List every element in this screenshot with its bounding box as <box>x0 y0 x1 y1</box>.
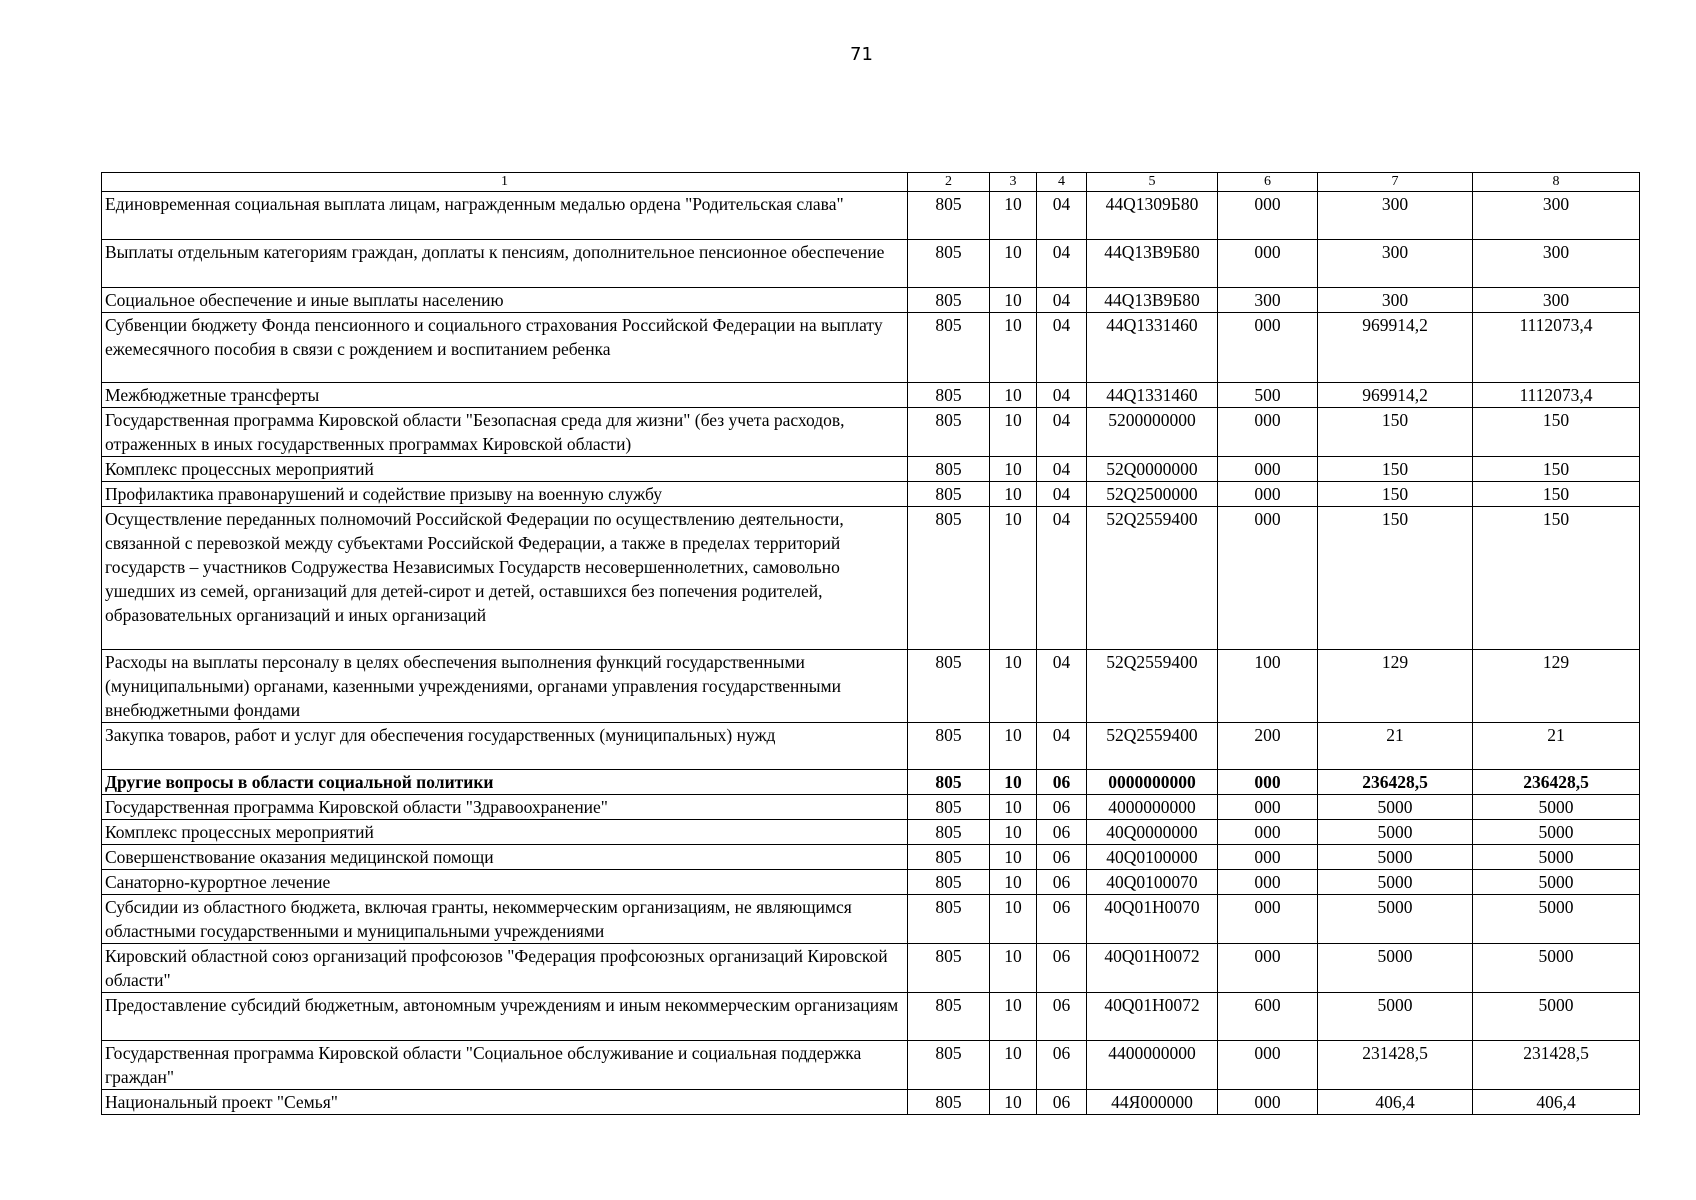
row-col3-cell: 10 <box>990 944 1037 993</box>
row-col3-cell: 10 <box>990 1041 1037 1090</box>
column-header: 7 <box>1318 173 1473 192</box>
header-row <box>102 173 1640 192</box>
row-col5-cell: 44Q1309Б80 <box>1087 192 1218 240</box>
row-col8-cell: 150 <box>1473 408 1640 457</box>
row-col7-cell: 231428,5 <box>1318 1041 1473 1090</box>
row-col8-cell: 1112073,4 <box>1473 313 1640 383</box>
row-name-cell: Другие вопросы в области социальной политики <box>102 770 908 795</box>
row-col4-cell: 04 <box>1037 383 1087 408</box>
row-col5-cell: 40Q01H0072 <box>1087 944 1218 993</box>
table-row <box>102 1090 1640 1115</box>
row-col2-cell: 805 <box>908 820 990 845</box>
row-col3-cell: 10 <box>990 723 1037 770</box>
row-col8-cell: 231428,5 <box>1473 1041 1640 1090</box>
row-col3-cell: 10 <box>990 408 1037 457</box>
row-col5-cell: 52Q0000000 <box>1087 457 1218 482</box>
row-name-cell: Комплекс процессных мероприятий <box>102 457 908 482</box>
table-row <box>102 482 1640 507</box>
table-row <box>102 944 1640 993</box>
row-col8-cell: 406,4 <box>1473 1090 1640 1115</box>
row-col7-cell: 5000 <box>1318 820 1473 845</box>
row-col2-cell: 805 <box>908 1041 990 1090</box>
row-col8-cell: 5000 <box>1473 870 1640 895</box>
row-name-cell: Межбюджетные трансферты <box>102 383 908 408</box>
row-name-cell: Выплаты отдельным категориям граждан, доплаты к пенсиям, дополнительное пенсионное обеспечение <box>102 240 908 288</box>
row-col4-cell: 06 <box>1037 993 1087 1041</box>
row-col4-cell: 06 <box>1037 1090 1087 1115</box>
row-col4-cell: 06 <box>1037 870 1087 895</box>
row-col2-cell: 805 <box>908 870 990 895</box>
row-col3-cell: 10 <box>990 482 1037 507</box>
row-col4-cell: 06 <box>1037 795 1087 820</box>
row-col7-cell: 300 <box>1318 288 1473 313</box>
row-col3-cell: 10 <box>990 795 1037 820</box>
row-col7-cell: 969914,2 <box>1318 313 1473 383</box>
row-col4-cell: 04 <box>1037 408 1087 457</box>
row-col6-cell: 000 <box>1218 870 1318 895</box>
row-col2-cell: 805 <box>908 993 990 1041</box>
table-row <box>102 895 1640 944</box>
budget-table <box>101 172 1640 1115</box>
row-col2-cell: 805 <box>908 770 990 795</box>
row-col5-cell: 40Q0100070 <box>1087 870 1218 895</box>
row-col6-cell: 000 <box>1218 408 1318 457</box>
row-col6-cell: 000 <box>1218 1090 1318 1115</box>
row-col7-cell: 969914,2 <box>1318 383 1473 408</box>
row-col7-cell: 150 <box>1318 482 1473 507</box>
row-col4-cell: 04 <box>1037 723 1087 770</box>
row-name-cell: Государственная программа Кировской области "Социальное обслуживание и социальная поддержка граждан" <box>102 1041 908 1090</box>
row-col2-cell: 805 <box>908 192 990 240</box>
row-col6-cell: 200 <box>1218 723 1318 770</box>
table-row <box>102 192 1640 240</box>
table-row <box>102 723 1640 770</box>
table-row <box>102 845 1640 870</box>
row-col6-cell: 000 <box>1218 1041 1318 1090</box>
row-col3-cell: 10 <box>990 383 1037 408</box>
row-col6-cell: 000 <box>1218 192 1318 240</box>
row-col8-cell: 5000 <box>1473 795 1640 820</box>
row-col5-cell: 44Я000000 <box>1087 1090 1218 1115</box>
row-col7-cell: 5000 <box>1318 993 1473 1041</box>
row-col2-cell: 805 <box>908 240 990 288</box>
row-col4-cell: 06 <box>1037 770 1087 795</box>
row-col6-cell: 000 <box>1218 820 1318 845</box>
row-col4-cell: 06 <box>1037 820 1087 845</box>
row-col5-cell: 40Q0000000 <box>1087 820 1218 845</box>
row-col8-cell: 236428,5 <box>1473 770 1640 795</box>
row-col2-cell: 805 <box>908 288 990 313</box>
row-col8-cell: 150 <box>1473 482 1640 507</box>
row-col3-cell: 10 <box>990 507 1037 650</box>
row-name-cell: Предоставление субсидий бюджетным, автономным учреждениям и иным некоммерческим организациям <box>102 993 908 1041</box>
column-header: 1 <box>102 173 908 192</box>
row-col7-cell: 150 <box>1318 457 1473 482</box>
column-header: 5 <box>1087 173 1218 192</box>
row-col8-cell: 300 <box>1473 240 1640 288</box>
table-row <box>102 1041 1640 1090</box>
row-col5-cell: 0000000000 <box>1087 770 1218 795</box>
row-col3-cell: 10 <box>990 650 1037 723</box>
row-col6-cell: 100 <box>1218 650 1318 723</box>
row-col7-cell: 300 <box>1318 240 1473 288</box>
row-col8-cell: 1112073,4 <box>1473 383 1640 408</box>
row-col8-cell: 5000 <box>1473 845 1640 870</box>
row-col2-cell: 805 <box>908 895 990 944</box>
column-header: 6 <box>1218 173 1318 192</box>
row-col4-cell: 04 <box>1037 313 1087 383</box>
row-col7-cell: 5000 <box>1318 870 1473 895</box>
row-col4-cell: 06 <box>1037 1041 1087 1090</box>
row-col6-cell: 000 <box>1218 795 1318 820</box>
page-number: 71 <box>850 44 873 65</box>
row-name-cell: Государственная программа Кировской области "Безопасная среда для жизни" (без учета расходов, отраженных в иных государственных программах Кировской области) <box>102 408 908 457</box>
row-col6-cell: 000 <box>1218 770 1318 795</box>
row-col7-cell: 21 <box>1318 723 1473 770</box>
row-col7-cell: 5000 <box>1318 795 1473 820</box>
row-col5-cell: 44Q1331460 <box>1087 383 1218 408</box>
row-col8-cell: 300 <box>1473 192 1640 240</box>
row-col6-cell: 000 <box>1218 845 1318 870</box>
row-col5-cell: 4400000000 <box>1087 1041 1218 1090</box>
table-row <box>102 313 1640 383</box>
row-col3-cell: 10 <box>990 993 1037 1041</box>
row-col3-cell: 10 <box>990 313 1037 383</box>
row-name-cell: Совершенствование оказания медицинской помощи <box>102 845 908 870</box>
row-col6-cell: 000 <box>1218 944 1318 993</box>
row-col5-cell: 4000000000 <box>1087 795 1218 820</box>
row-col7-cell: 5000 <box>1318 944 1473 993</box>
row-col3-cell: 10 <box>990 870 1037 895</box>
row-col7-cell: 150 <box>1318 507 1473 650</box>
row-col8-cell: 5000 <box>1473 993 1640 1041</box>
row-col2-cell: 805 <box>908 1090 990 1115</box>
row-name-cell: Осуществление переданных полномочий Российской Федерации по осуществлению деятельности, связанной с перевозкой между субъектами Российской Федерации, а также в пределах территорий государств – участников Содружества Независимых Государств несовершеннолетних, самовольно ушедших из семей, организаций для детей-сирот и детей, оставшихся без попечения родителей, образовательных организаций и иных организаций <box>102 507 908 650</box>
table-row <box>102 288 1640 313</box>
row-col2-cell: 805 <box>908 313 990 383</box>
row-col6-cell: 000 <box>1218 457 1318 482</box>
row-col6-cell: 300 <box>1218 288 1318 313</box>
row-name-cell: Единовременная социальная выплата лицам, награжденным медалью ордена "Родительская слава" <box>102 192 908 240</box>
row-col5-cell: 44Q13В9Б80 <box>1087 288 1218 313</box>
row-col6-cell: 600 <box>1218 993 1318 1041</box>
table-row <box>102 795 1640 820</box>
row-col3-cell: 10 <box>990 770 1037 795</box>
row-col2-cell: 805 <box>908 845 990 870</box>
row-col8-cell: 129 <box>1473 650 1640 723</box>
row-col7-cell: 406,4 <box>1318 1090 1473 1115</box>
row-col7-cell: 129 <box>1318 650 1473 723</box>
row-col2-cell: 805 <box>908 408 990 457</box>
row-col2-cell: 805 <box>908 650 990 723</box>
row-col7-cell: 5000 <box>1318 845 1473 870</box>
row-col4-cell: 04 <box>1037 457 1087 482</box>
table-row <box>102 507 1640 650</box>
row-col5-cell: 52Q2559400 <box>1087 650 1218 723</box>
row-col3-cell: 10 <box>990 192 1037 240</box>
table-row <box>102 408 1640 457</box>
row-col4-cell: 06 <box>1037 944 1087 993</box>
row-col8-cell: 150 <box>1473 507 1640 650</box>
row-col8-cell: 150 <box>1473 457 1640 482</box>
row-col3-cell: 10 <box>990 895 1037 944</box>
row-col8-cell: 5000 <box>1473 895 1640 944</box>
row-col2-cell: 805 <box>908 507 990 650</box>
row-col3-cell: 10 <box>990 820 1037 845</box>
row-col4-cell: 04 <box>1037 650 1087 723</box>
row-col5-cell: 52Q2559400 <box>1087 723 1218 770</box>
row-col6-cell: 000 <box>1218 895 1318 944</box>
column-header: 2 <box>908 173 990 192</box>
row-col5-cell: 40Q0100000 <box>1087 845 1218 870</box>
row-name-cell: Социальное обеспечение и иные выплаты населению <box>102 288 908 313</box>
row-col5-cell: 40Q01H0072 <box>1087 993 1218 1041</box>
row-col6-cell: 000 <box>1218 507 1318 650</box>
table-row <box>102 820 1640 845</box>
column-header: 4 <box>1037 173 1087 192</box>
row-col5-cell: 52Q2559400 <box>1087 507 1218 650</box>
column-header: 3 <box>990 173 1037 192</box>
row-col8-cell: 300 <box>1473 288 1640 313</box>
table-row <box>102 383 1640 408</box>
row-col3-cell: 10 <box>990 457 1037 482</box>
row-name-cell: Субсидии из областного бюджета, включая гранты, некоммерческим организациям, не являющимся областными государственными и муниципальными учреждениями <box>102 895 908 944</box>
row-col8-cell: 5000 <box>1473 820 1640 845</box>
table-row <box>102 240 1640 288</box>
row-name-cell: Государственная программа Кировской области "Здравоохранение" <box>102 795 908 820</box>
row-col8-cell: 5000 <box>1473 944 1640 993</box>
row-col4-cell: 04 <box>1037 482 1087 507</box>
column-header: 8 <box>1473 173 1640 192</box>
row-name-cell: Кировский областной союз организаций профсоюзов "Федерация профсоюзных организаций Кировской области" <box>102 944 908 993</box>
row-col2-cell: 805 <box>908 457 990 482</box>
row-col2-cell: 805 <box>908 723 990 770</box>
row-col6-cell: 000 <box>1218 240 1318 288</box>
row-col2-cell: 805 <box>908 383 990 408</box>
row-name-cell: Профилактика правонарушений и содействие призыву на военную службу <box>102 482 908 507</box>
row-col7-cell: 150 <box>1318 408 1473 457</box>
row-col3-cell: 10 <box>990 1090 1037 1115</box>
row-col4-cell: 04 <box>1037 192 1087 240</box>
table-row <box>102 650 1640 723</box>
row-col4-cell: 06 <box>1037 845 1087 870</box>
row-name-cell: Комплекс процессных мероприятий <box>102 820 908 845</box>
row-col8-cell: 21 <box>1473 723 1640 770</box>
row-col3-cell: 10 <box>990 240 1037 288</box>
row-col4-cell: 06 <box>1037 895 1087 944</box>
row-col7-cell: 5000 <box>1318 895 1473 944</box>
row-name-cell: Расходы на выплаты персоналу в целях обеспечения выполнения функций государственными (муниципальными) органами, казенными учреждениями, органами управления государственными внебюджетными фондами <box>102 650 908 723</box>
row-col3-cell: 10 <box>990 845 1037 870</box>
row-col5-cell: 44Q13В9Б80 <box>1087 240 1218 288</box>
table-row <box>102 993 1640 1041</box>
row-col2-cell: 805 <box>908 795 990 820</box>
row-col6-cell: 000 <box>1218 313 1318 383</box>
row-name-cell: Санаторно-курортное лечение <box>102 870 908 895</box>
row-col2-cell: 805 <box>908 482 990 507</box>
row-col4-cell: 04 <box>1037 507 1087 650</box>
row-col5-cell: 40Q01H0070 <box>1087 895 1218 944</box>
row-name-cell: Закупка товаров, работ и услуг для обеспечения государственных (муниципальных) нужд <box>102 723 908 770</box>
row-name-cell: Субвенции бюджету Фонда пенсионного и социального страхования Российской Федерации на выплату ежемесячного пособия в связи с рождением и воспитанием ребенка <box>102 313 908 383</box>
row-col3-cell: 10 <box>990 288 1037 313</box>
row-col5-cell: 5200000000 <box>1087 408 1218 457</box>
row-col6-cell: 500 <box>1218 383 1318 408</box>
table-row <box>102 457 1640 482</box>
row-col2-cell: 805 <box>908 944 990 993</box>
row-col5-cell: 52Q2500000 <box>1087 482 1218 507</box>
row-col7-cell: 300 <box>1318 192 1473 240</box>
row-name-cell: Национальный проект "Семья" <box>102 1090 908 1115</box>
row-col6-cell: 000 <box>1218 482 1318 507</box>
table-row <box>102 870 1640 895</box>
table-row <box>102 770 1640 795</box>
row-col4-cell: 04 <box>1037 240 1087 288</box>
row-col7-cell: 236428,5 <box>1318 770 1473 795</box>
row-col5-cell: 44Q1331460 <box>1087 313 1218 383</box>
row-col4-cell: 04 <box>1037 288 1087 313</box>
